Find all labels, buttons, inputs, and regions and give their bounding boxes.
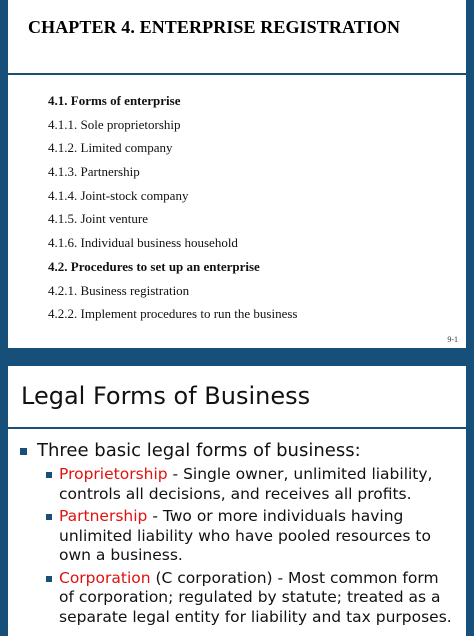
outline-item: 4.1.4. Joint-stock company: [48, 187, 189, 203]
outline-item: 4.1.3. Partnership: [48, 164, 140, 180]
square-bullet-icon: [20, 448, 27, 455]
slide-chapter-outline: [8, 0, 466, 348]
outline-item: 4.2.2. Implement procedures to run the business: [48, 306, 298, 322]
slide-legal-forms: [8, 366, 466, 636]
outline-item: 4.1.1. Sole proprietorship: [48, 116, 181, 132]
square-bullet-icon: [46, 514, 52, 520]
main-bullet-text: Three basic legal forms of business:: [37, 440, 361, 461]
slide-body: [8, 440, 466, 627]
slide-title: CHAPTER 4. ENTERPRISE REGISTRATION: [28, 17, 401, 37]
page-number: 9-1: [447, 335, 458, 344]
title-divider: [8, 73, 466, 75]
outline-item: 4.2.1. Business registration: [48, 282, 190, 298]
slide-title: Legal Forms of Business: [21, 382, 311, 410]
sub-bullet-partnership: [8, 507, 454, 566]
outline-list: [48, 92, 297, 329]
term-description: - Single owner, unlimited liability, controls all decisions, and receives all profits.: [59, 465, 433, 503]
square-bullet-icon: [46, 576, 52, 582]
term-label: Proprietorship: [59, 465, 168, 483]
outline-item: 4.2. Procedures to set up an enterprise: [48, 258, 260, 274]
outline-item: 4.1.6. Individual business household: [48, 235, 238, 251]
square-bullet-icon: [46, 472, 52, 478]
sub-bullet-corporation: [8, 569, 454, 628]
main-bullet: [8, 440, 466, 462]
outline-item: 4.1.5. Joint venture: [48, 211, 149, 227]
outline-item: 4.1.2. Limited company: [48, 140, 173, 156]
outline-item: 4.1. Forms of enterprise: [48, 93, 181, 108]
term-label: Partnership: [59, 507, 148, 525]
title-divider: [8, 427, 466, 429]
sub-bullet-proprietorship: [8, 465, 454, 504]
term-description: (C corporation) - Most common form of corporation; regulated by statute; treated as a separate legal entity for liability and tax purposes.: [59, 568, 452, 626]
term-label: Corporation: [59, 568, 151, 587]
term-description: - Two or more individuals having unlimited liability who have pooled resources to own a business.: [59, 507, 431, 564]
